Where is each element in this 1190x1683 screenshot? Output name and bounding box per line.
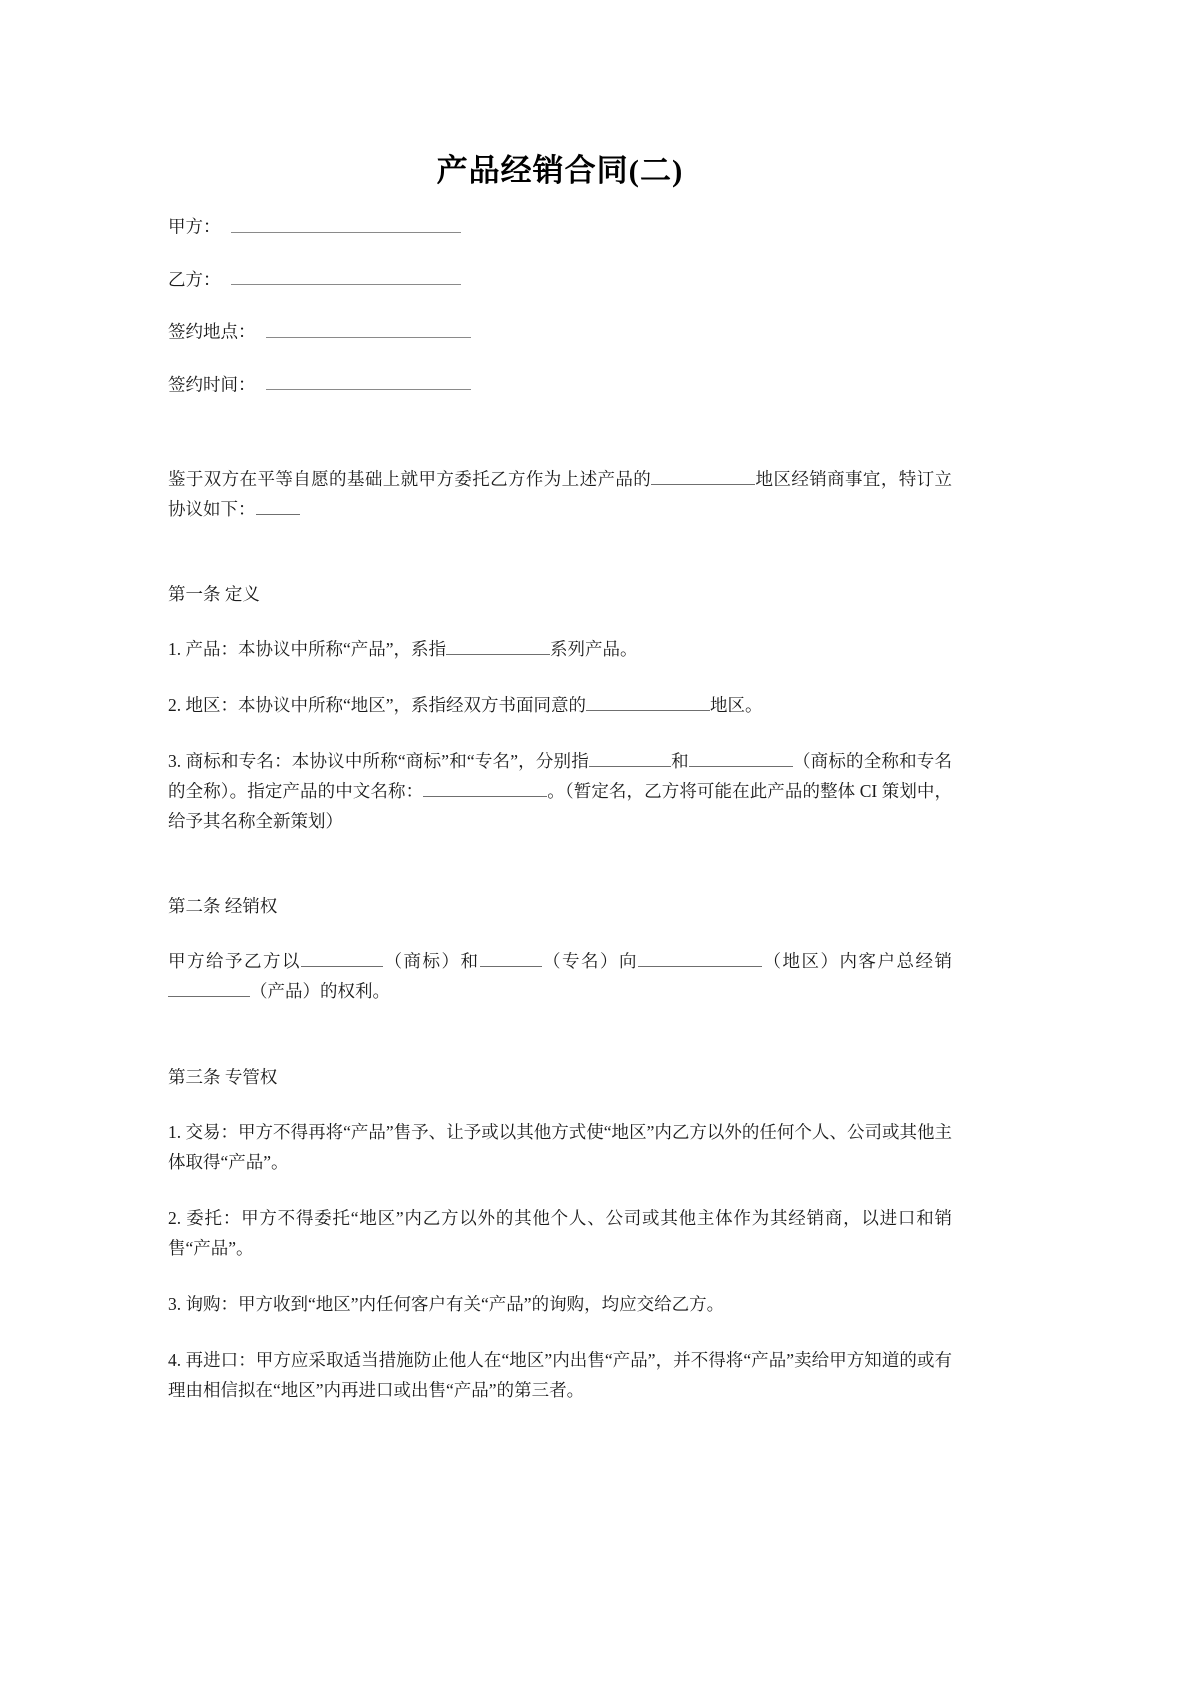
- item-number: 2.: [168, 694, 182, 715]
- fill-in-blank[interactable]: [689, 748, 793, 767]
- intro-text-1: 鉴于双方在平等自愿的基础上就甲方委托乙方作为上述产品的: [168, 468, 652, 489]
- section-item: [168, 946, 952, 1006]
- intro-paragraph: [168, 464, 952, 524]
- field-label-party-b: 乙方：: [168, 269, 221, 290]
- section-item: [168, 690, 952, 720]
- section-heading: 第三条 专管权: [168, 1066, 278, 1087]
- field-blank-sign-place[interactable]: [266, 318, 471, 337]
- section-item: [168, 746, 952, 836]
- item-number: 1.: [168, 1121, 182, 1142]
- item-text: 地区。: [710, 694, 763, 715]
- section-item: [168, 1345, 952, 1405]
- field-row-party-b: [168, 266, 952, 293]
- field-row-party-a: [168, 213, 952, 240]
- item-text: 再进口：甲方应采取适当措施防止他人在“地区”内出售“产品”，并不得将“产品”卖给甲方知道的或有理由相信拟在“地区”内再进口或出售“产品”的第三者。: [168, 1350, 953, 1401]
- section-item: [168, 1117, 952, 1177]
- field-label-party-a: 甲方：: [168, 216, 221, 237]
- item-text: 商标和专名：本协议中所称“商标”和“专名”，分别指: [185, 751, 589, 772]
- field-row-sign-date: [168, 371, 952, 398]
- item-text: 委托：甲方不得委托“地区”内乙方以外的其他个人、公司或其他主体作为其经销商，以进口和销售“产品”。: [168, 1207, 952, 1258]
- intro-text-2: 地区经销商事宜，特订立协议如下：: [168, 468, 952, 519]
- section-heading: 第二条 经销权: [168, 896, 278, 917]
- field-blank-party-b[interactable]: [231, 266, 461, 285]
- section-item: [168, 634, 952, 664]
- fill-in-blank[interactable]: [638, 949, 762, 968]
- document-body: [168, 0, 952, 1405]
- item-number: 3.: [168, 1293, 182, 1314]
- section-heading: 第一条 定义: [168, 583, 260, 604]
- field-blank-sign-date[interactable]: [266, 371, 471, 390]
- section-item: [168, 1203, 952, 1263]
- item-text: 交易：甲方不得再将“产品”售予、让予或以其他方式使“地区”内乙方以外的任何个人、公司或其他主体取得“产品”。: [168, 1121, 952, 1172]
- item-number: 4.: [168, 1350, 182, 1370]
- item-text: （地区）内客户总经销: [762, 951, 952, 972]
- item-text: 地区：本协议中所称“地区”，系指经双方书面同意的: [185, 694, 587, 715]
- item-text: 询购：甲方收到“地区”内任何客户有关“产品”的询购，均应交给乙方。: [185, 1293, 725, 1314]
- item-text: （产品）的权利。: [250, 981, 390, 1002]
- field-blank-party-a[interactable]: [231, 213, 461, 232]
- fill-in-blank[interactable]: [423, 778, 547, 797]
- item-text: （商标的全称和专名的全称）。指定产品的中文名称：: [168, 751, 952, 802]
- item-text: （商标）和: [383, 951, 480, 972]
- field-label-sign-place: 签约地点：: [168, 321, 256, 342]
- fill-in-blank[interactable]: [301, 949, 383, 968]
- item-text: 甲方给予乙方以: [168, 951, 301, 972]
- section-item: [168, 1289, 952, 1319]
- item-text: 和: [670, 751, 689, 772]
- page-title: 产品经销合同(二): [436, 153, 684, 188]
- item-number: 2.: [168, 1207, 182, 1228]
- fill-in-blank[interactable]: [586, 692, 710, 711]
- intro-blank-region[interactable]: [651, 466, 755, 485]
- item-text: 系列产品。: [550, 638, 638, 659]
- item-text: 产品：本协议中所称“产品”，系指: [185, 638, 447, 659]
- item-text: 。（暂定名，乙方将可能在此产品的整体 CI 策划中，给予其名称全新策划）: [168, 781, 953, 832]
- item-number: 3.: [168, 751, 182, 772]
- fill-in-blank[interactable]: [480, 949, 542, 968]
- sections-container: [168, 580, 952, 1405]
- intro-blank-tail[interactable]: [256, 496, 300, 515]
- field-label-sign-date: 签约时间：: [168, 374, 256, 395]
- field-row-sign-place: [168, 318, 952, 345]
- fill-in-blank[interactable]: [589, 748, 671, 767]
- item-text: （专名）向: [541, 951, 638, 972]
- item-number: 1.: [168, 638, 182, 659]
- fill-in-blank[interactable]: [168, 979, 250, 998]
- fill-in-blank[interactable]: [446, 636, 550, 655]
